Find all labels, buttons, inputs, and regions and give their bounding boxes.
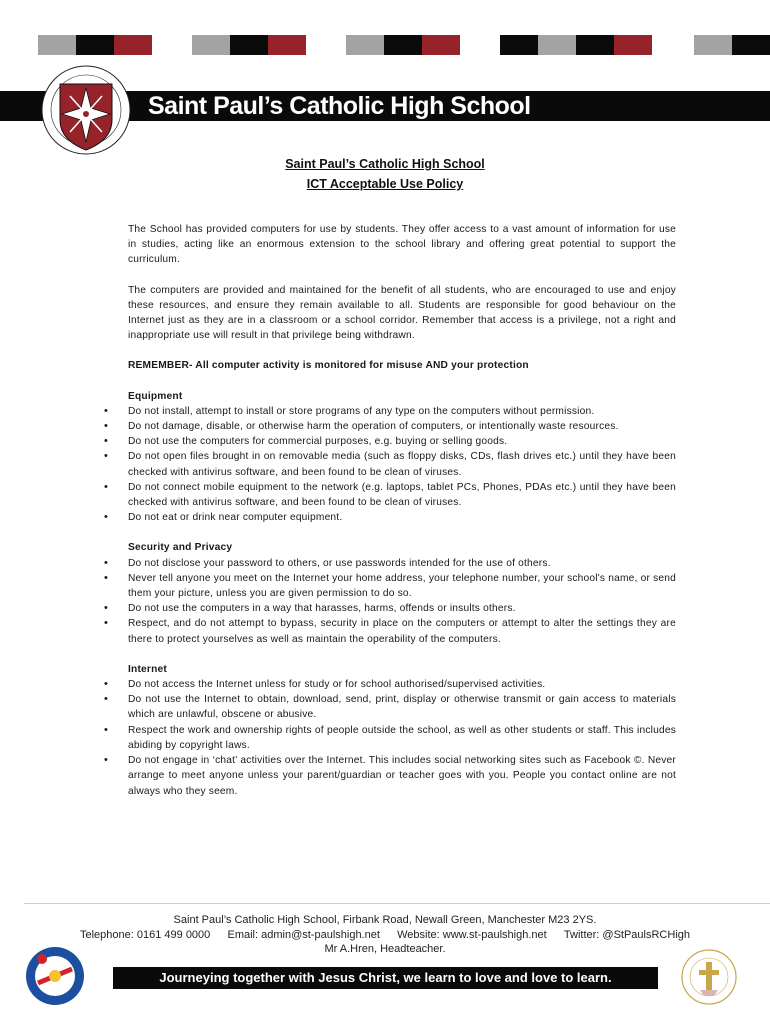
- list-item: • Never tell anyone you meet on the Internet your home address, your telephone number, your school's name, or send them your picture, unless you are given permission to do so.: [128, 571, 676, 601]
- footer-contacts: [80, 929, 690, 941]
- footer-twitter[interactable]: Twitter: @StPaulsRCHigh: [563, 929, 690, 941]
- footer-website[interactable]: Website: www.st-paulshigh.net: [397, 929, 547, 941]
- list-item: • Do not eat or drink near computer equipment.: [128, 510, 676, 525]
- list-item: • Do not connect mobile equipment to the network (e.g. laptops, tablet PCs, Phones, PDAs etc.) until they have been checked with antivirus software, and been found to be clean of viruses.: [128, 480, 676, 510]
- footer-headteacher: Mr A.Hren, Headteacher.: [324, 943, 446, 955]
- footer-telephone: Telephone: 0161 499 0000: [80, 929, 211, 941]
- section-heading-security: Security and Privacy: [128, 542, 233, 554]
- footer-address: Saint Paul’s Catholic High School, Firbank Road, Newall Green, Manchester M23 2YS.: [173, 914, 597, 926]
- school-motto-bar: Journeying together with Jesus Christ, we learn to love and love to learn.: [113, 967, 658, 989]
- decorative-stripe-mid-left: [192, 35, 306, 55]
- list-item: • Do not access the Internet unless for study or for school authorised/supervised activities.: [128, 677, 676, 692]
- list-item: • Do not disclose your password to others, or use passwords intended for the use of others.: [128, 556, 676, 571]
- internet-list: [128, 677, 676, 799]
- school-crest-icon: [40, 62, 132, 158]
- equipment-list: [128, 404, 676, 526]
- decorative-stripe-left: [38, 35, 152, 55]
- list-item: • Do not install, attempt to install or store programs of any type on the computers without permission.: [128, 404, 676, 419]
- list-item: • Do not open files brought in on removable media (such as floppy disks, CDs, flash drives etc.) until they have been checked with antivirus software, and been found to be clean of viruses.: [128, 449, 676, 479]
- section-heading-internet: Internet: [128, 663, 167, 675]
- footer-divider: [24, 903, 770, 904]
- document-subtitle: ICT Acceptable Use Policy: [306, 177, 464, 191]
- decorative-stripe-right: [500, 35, 652, 55]
- security-list: [128, 556, 676, 647]
- list-item: • Do not damage, disable, or otherwise harm the operation of computers, or intentionally waste resources.: [128, 419, 676, 434]
- specialist-school-badge-icon: [20, 945, 90, 1007]
- catholic-academy-trust-icon: [680, 948, 738, 1006]
- remember-notice: REMEMBER- All computer activity is monitored for misuse AND your protection: [128, 360, 529, 372]
- intro-paragraph: The School has provided computers for use by students. They offer access to a vast amount of information for use in studies, acting like an enormous extension to the school library and offering great potential to support the curriculum.: [128, 224, 676, 266]
- decorative-stripe-end: [694, 35, 770, 55]
- list-item: • Respect, and do not attempt to bypass, security in place on the computers or attempt to alter the settings they are there to protect yourselves as well as maintain the operability of the computers.: [128, 616, 676, 646]
- intro-paragraph: The computers are provided and maintained for the benefit of all students, who are encouraged to use and enjoy these resources, and ensure they remain available to all. Students are responsible for good behaviour on the Internet just as they are in a classroom or a school corridor. Remember that access is a privilege, not a right and inappropriate use will result in that privilege being withdrawn.: [128, 284, 676, 342]
- list-item: • Do not use the computers in a way that harasses, harms, offends or insults others.: [128, 601, 676, 616]
- school-name-banner: Saint Paul’s Catholic High School: [148, 92, 531, 120]
- list-item: • Do not engage in ‘chat’ activities over the Internet. This includes social networking sites such as Facebook ©. Never arrange to meet anyone unless your parent/guardian or teacher goes with you. People you contact online are not always who they seem.: [128, 753, 676, 799]
- section-heading-equipment: Equipment: [128, 390, 183, 402]
- list-item: • Do not use the computers for commercial purposes, e.g. buying or selling goods.: [128, 434, 676, 449]
- list-item: • Respect the work and ownership rights of people outside the school, as well as other students or staff. This includes abiding by copyright laws.: [128, 723, 676, 753]
- document-title: Saint Paul’s Catholic High School: [285, 157, 485, 171]
- list-item: • Do not use the Internet to obtain, download, send, print, display or otherwise transmit or gain access to materials which are unlawful, obscene or abusive.: [128, 692, 676, 722]
- policy-body: [128, 222, 676, 814]
- decorative-stripe-mid-right: [346, 35, 460, 55]
- footer-email[interactable]: Email: admin@st-paulshigh.net: [227, 929, 380, 941]
